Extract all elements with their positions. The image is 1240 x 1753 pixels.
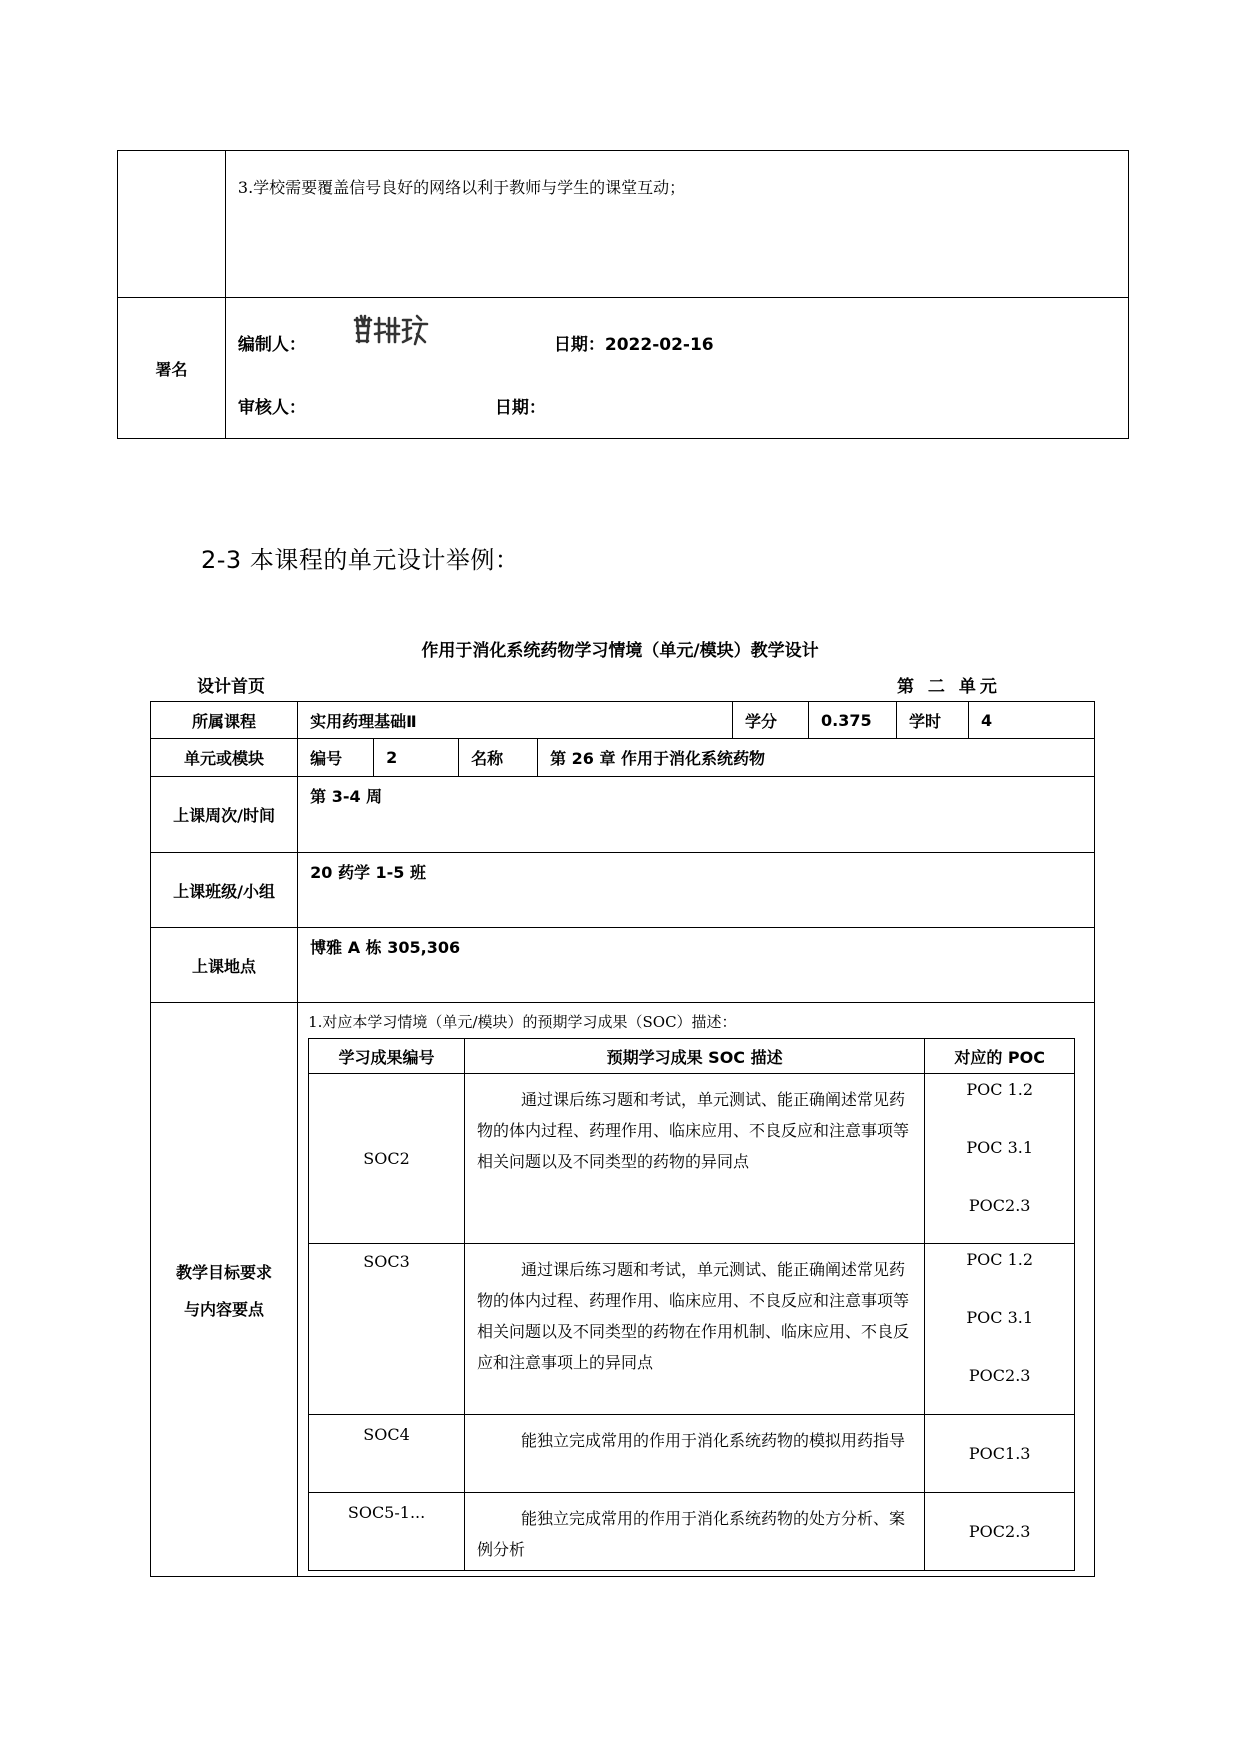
soc-id: SOC4 <box>309 1415 465 1493</box>
place-label: 上课地点 <box>151 928 298 1003</box>
goal-label <box>151 1003 298 1577</box>
document-title: 作用于消化系统药物学习情境（单元/模块）教学设计 <box>421 641 819 661</box>
table-row <box>118 151 1129 298</box>
table-row <box>151 853 1095 928</box>
poc-cell <box>925 1244 1075 1415</box>
poc-value: POC2.3 <box>968 1522 1031 1541</box>
credit-value: 0.375 <box>809 702 897 739</box>
poc-value: POC1.3 <box>968 1444 1031 1463</box>
sign-label: 署名 <box>118 298 226 439</box>
table-row <box>151 928 1095 1003</box>
soc-header-id: 学习成果编号 <box>309 1039 465 1074</box>
signature-table <box>117 150 1129 439</box>
week-label: 上课周次/时间 <box>151 777 298 853</box>
poc-cell <box>925 1493 1075 1571</box>
course-label: 所属课程 <box>151 702 298 739</box>
hours-value: 4 <box>968 702 1094 739</box>
reviewer-label: 审核人： <box>237 398 306 418</box>
soc-desc: 通过课后练习题和考试，单元测试、能正确阐述常见药物的体内过程、药理作用、临床应用、不良反应和注意事项等相关问题以及不同类型的药物的异同点 <box>464 1074 924 1244</box>
goal-content <box>298 1003 1095 1577</box>
unit-label: 单元或模块 <box>151 739 298 777</box>
table-row <box>118 298 1129 439</box>
soc-id: SOC5-1... <box>309 1493 465 1571</box>
soc-desc: 通过课后练习题和考试，单元测试、能正确阐述常见药物的体内过程、药理作用、临床应用、不良反应和注意事项等相关问题以及不同类型的药物在作用机制、临床应用、不良反应和注意事项上的异同点 <box>464 1244 924 1415</box>
soc-header-poc: 对应的 POC <box>925 1039 1075 1074</box>
goal-label-line-2: 与内容要点 <box>184 1299 265 1319</box>
soc-desc: 能独立完成常用的作用于消化系统药物的模拟用药指导 <box>464 1415 924 1493</box>
network-note: 3.学校需要覆盖信号良好的网络以利于教师与学生的课堂互动； <box>225 151 1128 298</box>
goal-label-line-1: 教学目标要求 <box>176 1262 273 1282</box>
table-row <box>151 739 1095 777</box>
soc-row <box>309 1074 1075 1244</box>
soc-header-desc: 预期学习成果 SOC 描述 <box>464 1039 924 1074</box>
course-value: 实用药理基础Ⅱ <box>298 702 733 739</box>
empty-cell <box>118 151 226 298</box>
name-value: 第 26 章 作用于消化系统药物 <box>538 739 1095 777</box>
poc-cell <box>925 1415 1075 1493</box>
unit-number: 第 二 单元 <box>897 677 1001 697</box>
design-first-label: 设计首页 <box>197 677 265 697</box>
editor-label: 编制人： <box>237 335 306 355</box>
date1-label: 日期：2022-02-16 <box>553 335 714 355</box>
class-value: 20 药学 1-5 班 <box>298 853 1095 928</box>
poc-cell <box>925 1074 1075 1244</box>
number-value: 2 <box>374 739 459 777</box>
date2-label: 日期： <box>494 398 546 418</box>
poc-value: POC2.3 <box>968 1366 1031 1385</box>
soc-row <box>309 1244 1075 1415</box>
hours-label: 学时 <box>897 702 969 739</box>
poc-value: POC 1.2 <box>966 1080 1034 1099</box>
poc-value: POC 3.1 <box>966 1138 1034 1157</box>
poc-value: POC 1.2 <box>966 1250 1034 1269</box>
soc-id: SOC2 <box>309 1074 465 1244</box>
poc-value: POC 3.1 <box>966 1308 1034 1327</box>
soc-id: SOC3 <box>309 1244 465 1415</box>
week-value: 第 3-4 周 <box>298 777 1095 853</box>
number-label: 编号 <box>298 739 374 777</box>
table-row <box>151 1003 1095 1577</box>
table-row <box>151 777 1095 853</box>
name-label: 名称 <box>459 739 538 777</box>
sign-cell <box>225 298 1128 439</box>
soc-row <box>309 1415 1075 1493</box>
table-row <box>151 702 1095 739</box>
soc-intro: 1.对应本学习情境（单元/模块）的预期学习成果（SOC）描述： <box>308 1013 737 1031</box>
place-value: 博雅 A 栋 305,306 <box>298 928 1095 1003</box>
soc-header-row <box>309 1039 1075 1074</box>
poc-value: POC2.3 <box>968 1196 1031 1215</box>
section-heading: 2-3 本课程的单元设计举例： <box>201 546 520 574</box>
handwritten-signature <box>351 312 429 348</box>
soc-desc: 能独立完成常用的作用于消化系统药物的处方分析、案例分析 <box>464 1493 924 1571</box>
soc-table <box>308 1038 1075 1571</box>
credit-label: 学分 <box>733 702 809 739</box>
design-table <box>150 701 1095 1577</box>
soc-row <box>309 1493 1075 1571</box>
class-label: 上课班级/小组 <box>151 853 298 928</box>
